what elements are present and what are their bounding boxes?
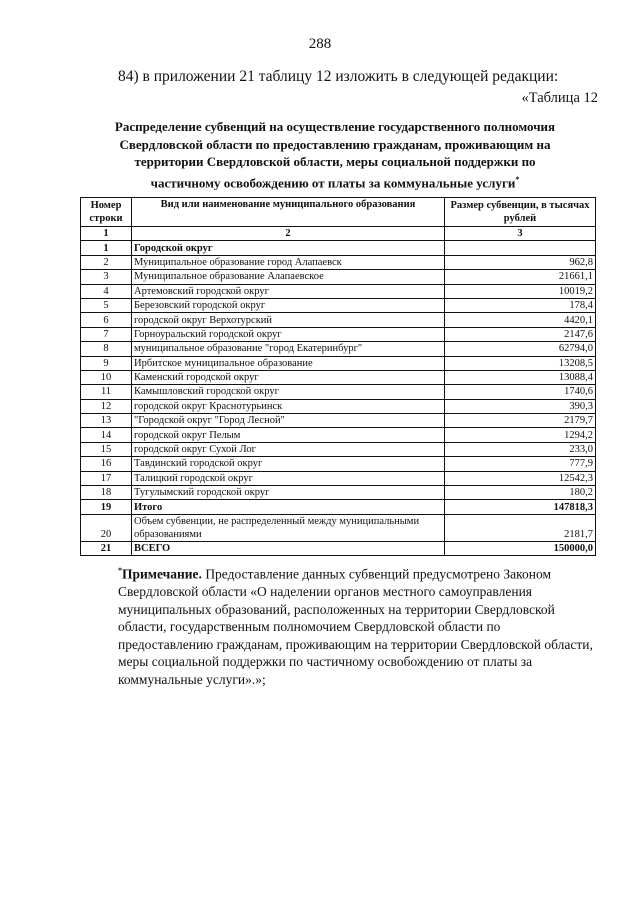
row-amount: 2147,6: [445, 327, 596, 341]
row-name: муниципальное образование "город Екатеринбург": [132, 342, 445, 356]
row-number: 5: [81, 298, 132, 312]
table-title: [100, 118, 570, 191]
row-number: 9: [81, 356, 132, 370]
footnote-mark: *: [515, 174, 520, 184]
row-name: Камышловский городской округ: [132, 385, 445, 399]
row-amount: 180,2: [445, 486, 596, 500]
row-amount: 2181,7: [445, 514, 596, 541]
row-name: Ирбитское муниципальное образование: [132, 356, 445, 370]
row-amount: 962,8: [445, 255, 596, 269]
table-row: [81, 500, 596, 514]
page-number: 288: [308, 36, 332, 52]
table-row: [81, 241, 596, 255]
row-number: 6: [81, 313, 132, 327]
table-row: [81, 385, 596, 399]
row-number: 12: [81, 399, 132, 413]
row-name: Муниципальное образование город Алапаевск: [132, 255, 445, 269]
header-name: Вид или наименование муниципального образования: [132, 198, 445, 227]
table-row: [81, 327, 596, 341]
footnote-mark: *: [118, 566, 122, 575]
table-label: «Таблица 12: [521, 90, 598, 106]
row-name: Объем субвенции, не распределенный между муниципальными образованиями: [132, 514, 445, 541]
row-number: 11: [81, 385, 132, 399]
table-row: [81, 342, 596, 356]
row-name: городской округ Верхотурский: [132, 313, 445, 327]
table-header-row: [81, 198, 596, 227]
row-name: Муниципальное образование Алапаевское: [132, 270, 445, 284]
row-number: 4: [81, 284, 132, 298]
row-amount: 21661,1: [445, 270, 596, 284]
table-row: [81, 313, 596, 327]
row-name: ВСЕГО: [132, 541, 445, 555]
table-row: [81, 370, 596, 384]
row-number: 1: [81, 241, 132, 255]
row-name: Итого: [132, 500, 445, 514]
col-number: 1: [81, 227, 132, 241]
row-number: 19: [81, 500, 132, 514]
note-text: Предоставление данных субвенций предусмотрено Законом Свердловской области «О наделении органов местного самоуправления муниципальных образований, расположенных на территории Свердловской области, государственным полномочием Свердловской области по предоставлению гражданам, проживающим на территории Свердловской области, меры социальной поддержки по частичному освобождению от платы за коммунальные услуги».»;: [118, 566, 593, 688]
row-name: Тавдинский городской округ: [132, 457, 445, 471]
intro-paragraph: 84) в приложении 21 таблицу 12 изложить в следующей редакции:: [118, 68, 559, 85]
row-amount: 150000,0: [445, 541, 596, 555]
row-number: 16: [81, 457, 132, 471]
row-number: 18: [81, 486, 132, 500]
table-row: [81, 471, 596, 485]
row-number: 7: [81, 327, 132, 341]
row-number: 14: [81, 428, 132, 442]
table-row: [81, 399, 596, 413]
row-name: Каменский городской округ: [132, 370, 445, 384]
row-number: 21: [81, 541, 132, 555]
row-amount: 2179,7: [445, 414, 596, 428]
header-amount: Размер субвенции, в тысячах рублей: [445, 198, 596, 227]
table-row: [81, 486, 596, 500]
row-amount: 1294,2: [445, 428, 596, 442]
row-amount: 178,4: [445, 298, 596, 312]
row-amount: [445, 241, 596, 255]
row-amount: 62794,0: [445, 342, 596, 356]
row-amount: 4420,1: [445, 313, 596, 327]
table-row: [81, 414, 596, 428]
row-amount: 233,0: [445, 442, 596, 456]
table-row: [81, 442, 596, 456]
row-name: Березовский городской округ: [132, 298, 445, 312]
row-number: 10: [81, 370, 132, 384]
row-name: Талицкий городской округ: [132, 471, 445, 485]
table-row: [81, 270, 596, 284]
row-name: городской округ Краснотурьинск: [132, 399, 445, 413]
table-row: [81, 514, 596, 541]
row-amount: 1740,6: [445, 385, 596, 399]
row-amount: 13088,4: [445, 370, 596, 384]
row-number: 2: [81, 255, 132, 269]
row-number: 8: [81, 342, 132, 356]
row-number: 13: [81, 414, 132, 428]
row-amount: 12542,3: [445, 471, 596, 485]
row-name: "Городской округ "Город Лесной": [132, 414, 445, 428]
row-number: 20: [81, 514, 132, 541]
table-row: [81, 541, 596, 555]
row-amount: 10019,2: [445, 284, 596, 298]
col-number: 3: [445, 227, 596, 241]
subsidy-table: [80, 197, 596, 556]
col-number: 2: [132, 227, 445, 241]
row-amount: 390,3: [445, 399, 596, 413]
row-name: Горноуральский городской округ: [132, 327, 445, 341]
row-name: Тугулымский городской округ: [132, 486, 445, 500]
row-amount: 147818,3: [445, 500, 596, 514]
row-number: 17: [81, 471, 132, 485]
table-row: [81, 356, 596, 370]
table-row: [81, 457, 596, 471]
table-row: [81, 284, 596, 298]
table-row: [81, 428, 596, 442]
table-title-text: Распределение субвенций на осуществление государственного полномочия Свердловской области по предоставлению гражданам, проживающим на территории Свердловской области, меры социальной поддержки по частичному освобождению от платы за коммунальные услуги: [114, 119, 556, 190]
column-number-row: [81, 227, 596, 241]
row-name: городской округ Пелым: [132, 428, 445, 442]
header-row-number: Номер строки: [81, 198, 132, 227]
row-number: 3: [81, 270, 132, 284]
row-name: Городской округ: [132, 241, 445, 255]
row-amount: 13208,5: [445, 356, 596, 370]
row-name: Артемовский городской округ: [132, 284, 445, 298]
note-label: Примечание.: [122, 566, 202, 582]
row-name: городской округ Сухой Лог: [132, 442, 445, 456]
note-paragraph: [118, 562, 598, 689]
table-row: [81, 298, 596, 312]
table-row: [81, 255, 596, 269]
row-number: 15: [81, 442, 132, 456]
row-amount: 777,9: [445, 457, 596, 471]
